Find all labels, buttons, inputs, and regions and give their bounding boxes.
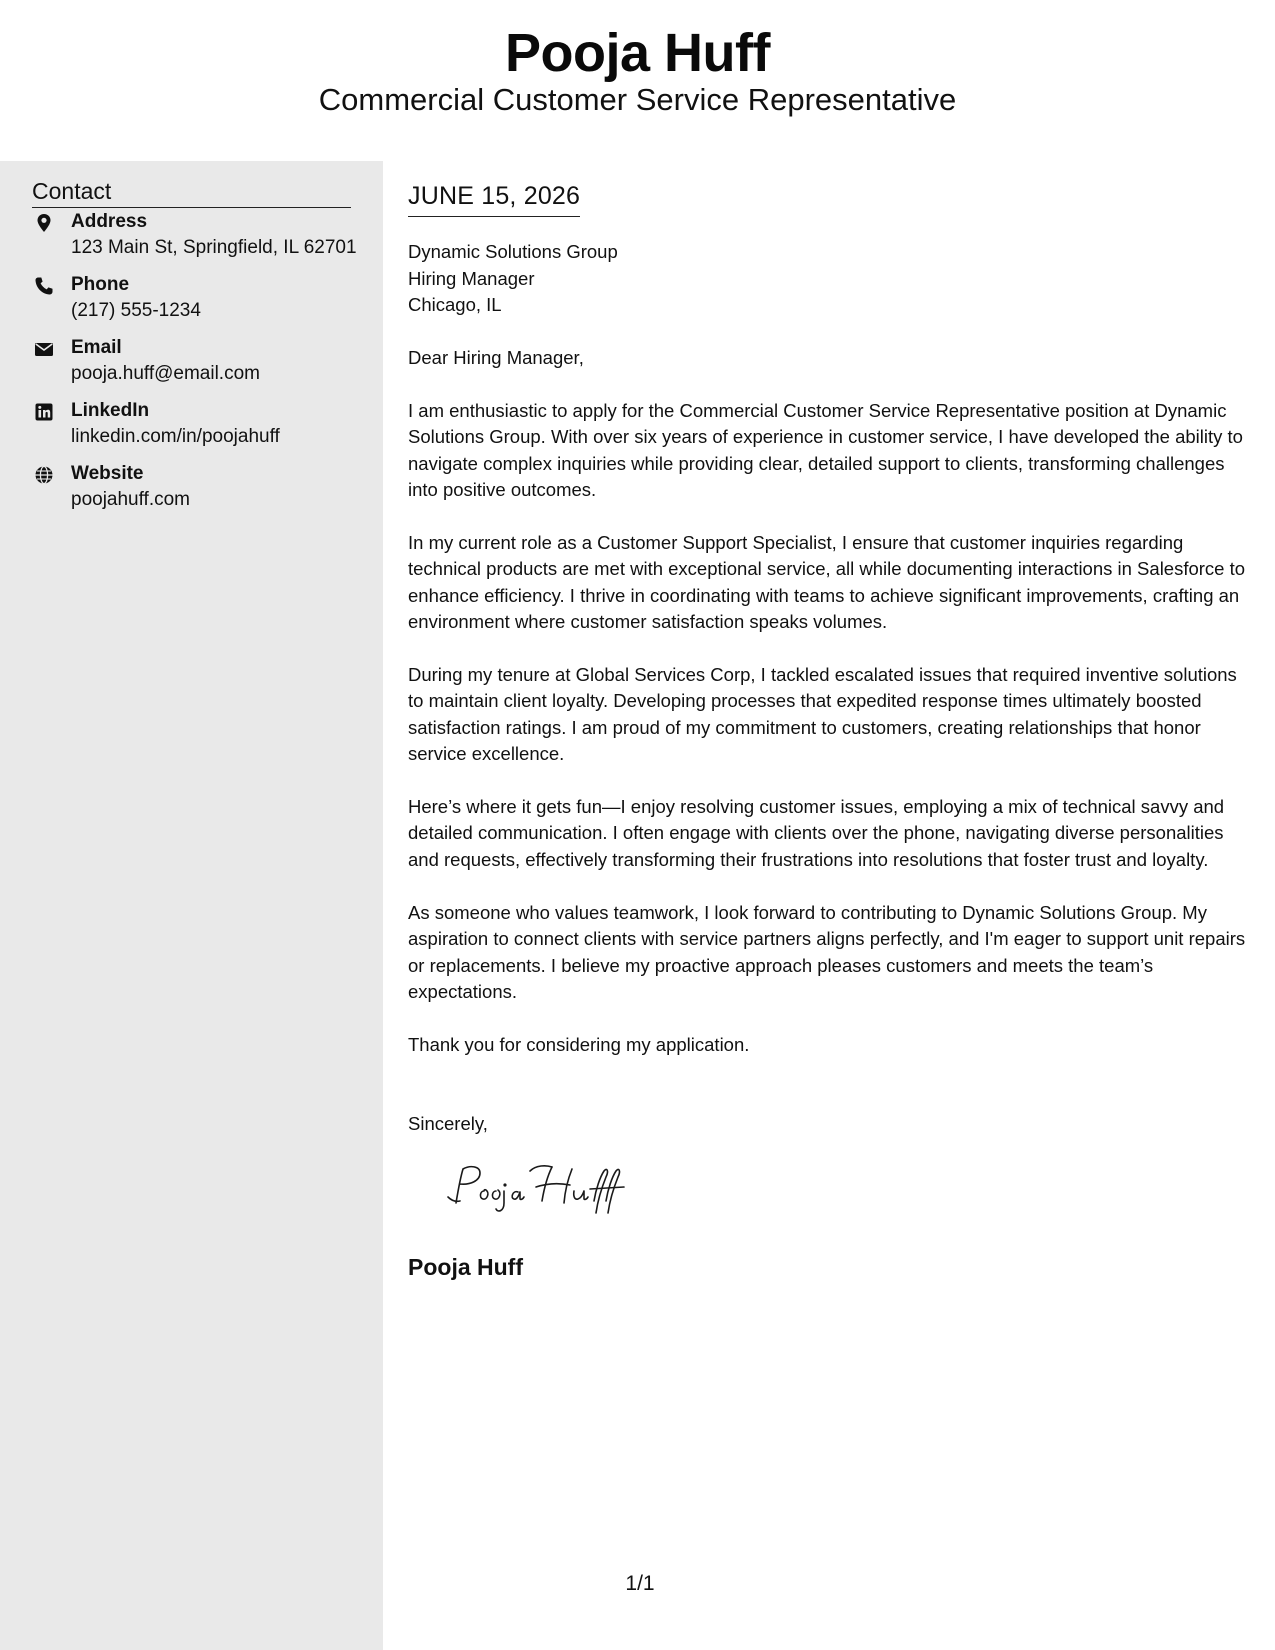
letter-paragraph: As someone who values teamwork, I look forward to contributing to Dynamic Solutions Group. My aspiration to connect clients with service partners aligns perfectly, and I'm eager to support unit repairs or replacements. I believe my proactive approach pleases customers and meets the team’s expectations. bbox=[408, 902, 1246, 1003]
letter-paragraph: Here’s where it gets fun—I enjoy resolving customer issues, employing a mix of technical savvy and detailed communication. I often engage with clients over the phone, navigating diverse personalities and requests, effectively transforming their frustrations into resolutions that foster trust and loyalty. bbox=[408, 796, 1225, 870]
letter-header bbox=[0, 0, 1275, 160]
contact-item-website bbox=[32, 461, 372, 517]
recipient-title: Hiring Manager bbox=[408, 267, 535, 289]
recipient-location: Chicago, IL bbox=[408, 294, 502, 315]
salutation: Dear Hiring Manager, bbox=[408, 347, 584, 368]
letter-date: JUNE 15, 2026 bbox=[408, 180, 580, 217]
contact-value: pooja.huff@email.com bbox=[71, 363, 260, 384]
recipient-company: Dynamic Solutions Group bbox=[408, 241, 618, 262]
contact-value: (217) 555-1234 bbox=[71, 300, 201, 321]
contact-item-linkedin bbox=[32, 398, 372, 454]
page-number: 1/1 bbox=[625, 1572, 655, 1595]
closing: Sincerely, bbox=[408, 1113, 488, 1134]
applicant-name: Pooja Huff bbox=[505, 23, 770, 83]
contact-value: 123 Main St, Springfield, IL 62701 bbox=[71, 237, 357, 258]
contact-value: linkedin.com/in/poojahuff bbox=[71, 426, 280, 447]
contact-label: Email bbox=[71, 337, 122, 358]
signed-name: Pooja Huff bbox=[408, 1254, 523, 1280]
contact-label: LinkedIn bbox=[71, 400, 150, 421]
contact-heading: Contact bbox=[32, 175, 351, 208]
contact-sidebar bbox=[0, 161, 383, 1650]
applicant-job-title: Commercial Customer Service Representative bbox=[318, 82, 957, 117]
map-pin-icon bbox=[34, 213, 54, 233]
contact-label: Website bbox=[71, 463, 144, 484]
globe-icon bbox=[34, 465, 54, 485]
envelope-icon bbox=[34, 339, 54, 359]
letter-paragraph: In my current role as a Customer Support Specialist, I ensure that customer inquiries regarding technical products are met with exceptional service, all while documenting interactions in Salesforce to enhance efficiency. I thrive in coordinating with teams to achieve significant improvements, crafting an environment where customer satisfaction speaks volumes. bbox=[408, 532, 1246, 633]
phone-icon bbox=[34, 276, 54, 296]
linkedin-icon bbox=[34, 402, 54, 422]
contact-label: Address bbox=[71, 211, 148, 232]
contact-value: poojahuff.com bbox=[71, 489, 191, 510]
letter-paragraph: Thank you for considering my application. bbox=[408, 1034, 750, 1055]
contact-label: Phone bbox=[71, 274, 130, 295]
handwritten-signature bbox=[444, 1157, 644, 1217]
contact-item-address bbox=[32, 209, 372, 265]
contact-item-email bbox=[32, 335, 372, 391]
letter-paragraph: During my tenure at Global Services Corp, I tackled escalated issues that required inventive solutions to maintain client loyalty. Developing processes that expedited response times ultimately boosted satisfaction ratings. I am proud of my commitment to customers, creating relationships that honor service excellence. bbox=[408, 664, 1237, 765]
recipient-block bbox=[408, 239, 618, 319]
letter-paragraph: I am enthusiastic to apply for the Commercial Customer Service Representative position at Dynamic Solutions Group. With over six years of experience in customer service, I have developed the ability to navigate complex inquiries while providing clear, detailed support to clients, transforming challenges into positive outcomes. bbox=[408, 400, 1243, 501]
contact-item-phone bbox=[32, 272, 372, 328]
